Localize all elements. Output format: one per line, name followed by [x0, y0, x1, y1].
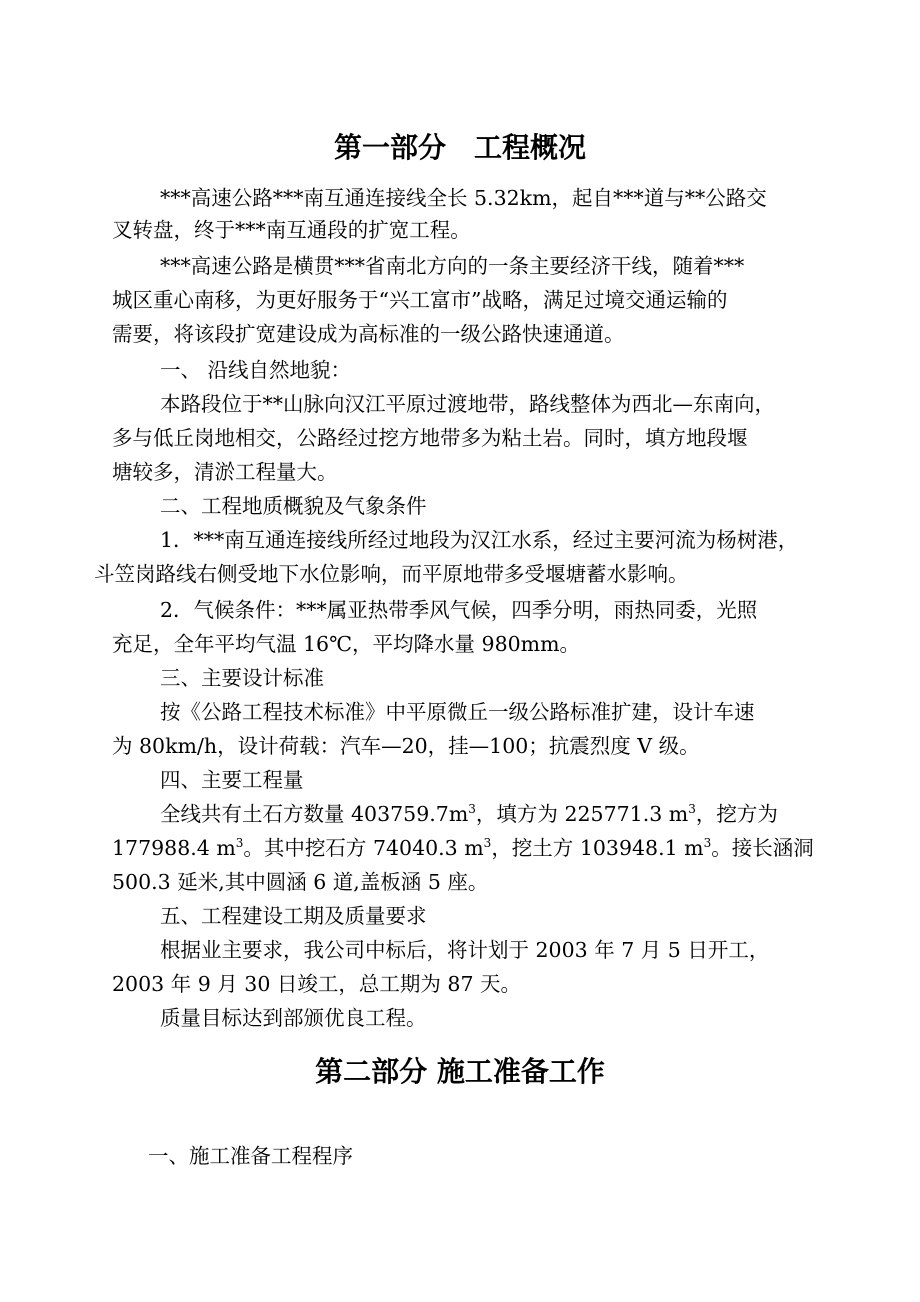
overview-para-2-line-2: 城区重心南移，为更好服务于“兴工富市”战略，满足过境交通运输的 — [112, 288, 728, 312]
geology-para-line-1: 1．***南互通连接线所经过地段为汉江水系，经过主要河流为杨树港， — [160, 528, 799, 552]
cubic-superscript: 3 — [688, 802, 696, 816]
standards-para-line-1: 按《公路工程技术标准》中平原微丘一级公路标准扩建，设计车速 — [160, 700, 755, 724]
part-two-heading: 第二部分 施工准备工作 — [315, 1055, 605, 1088]
section-4-title: 四、主要工程量 — [160, 768, 304, 792]
terrain-para-line-2: 多与低丘岗地相交，公路经过挖方地带多为粘土岩。同时，填方地段堰 — [112, 426, 748, 450]
climate-para-line-1: 2．气候条件：***属亚热带季风气候，四季分明，雨热同委，光照 — [160, 598, 758, 622]
section-1-title: 一、 沿线自然地貌： — [160, 358, 352, 382]
overview-para-2-line-1: ***高速公路是横贯***省南北方向的一条主要经济干线，随着*** — [160, 254, 745, 278]
geology-para-line-2: 斗笠岗路线右侧受地下水位影响，而平原地带多受堰塘蓄水影响。 — [94, 562, 689, 586]
overview-para-1-line-2: 叉转盘，终于***南互通段的扩宽工程。 — [112, 218, 471, 242]
part-one-heading: 第一部分 工程概况 — [333, 131, 586, 164]
section-3-title: 三、主要设计标准 — [160, 666, 324, 690]
cut-volume-text: 177988.4 m — [112, 836, 236, 860]
cubic-superscript: 3 — [703, 836, 712, 850]
quantities-para-line-3: 500.3 延米,其中圆涵 6 道,盖板涵 5 座。 — [112, 870, 489, 894]
overview-para-2-line-3: 需要，将该段扩宽建设成为高标准的一级公路快速通道。 — [112, 322, 625, 346]
soil-cut-text: ，挖土方 103948.1 m — [491, 836, 704, 860]
rock-cut-text: 。其中挖石方 74040.3 m — [243, 836, 484, 860]
schedule-para-line-2: 2003 年 9 月 30 日竣工，总工期为 87 天。 — [112, 972, 521, 996]
quality-goal-line: 质量目标达到部颁优良工程。 — [160, 1006, 427, 1030]
section-2-title: 二、工程地质概貌及气象条件 — [160, 494, 427, 518]
cut-volume-label: ，挖方为 — [695, 802, 778, 826]
cubic-superscript: 3 — [483, 836, 492, 850]
schedule-para-line-1: 根据业主要求，我公司中标后，将计划于 2003 年 7 月 5 日开工， — [160, 938, 770, 962]
quantities-para-line-1 — [160, 798, 778, 830]
overview-para-1-line-1: ***高速公路***南互通连接线全长 5.32km，起自***道与**公路交 — [160, 186, 767, 210]
climate-para-line-2: 充足，全年平均气温 16℃，平均降水量 980mm。 — [112, 632, 581, 656]
fill-volume-text: ，填方为 225771.3 m — [475, 802, 689, 826]
culvert-label: 。接长涵洞 — [711, 836, 814, 860]
cubic-superscript: 3 — [468, 802, 476, 816]
quantities-para-line-2 — [112, 832, 814, 864]
terrain-para-line-1: 本路段位于**山脉向汉江平原过渡地带，路线整体为西北—东南向， — [160, 392, 775, 416]
standards-para-line-2: 为 80km/h，设计荷载：汽车—20，挂—100；抗震烈度 V 级。 — [112, 734, 700, 758]
prep-section-1-title: 一、施工准备工程程序 — [148, 1144, 353, 1168]
terrain-para-line-3: 塘较多，清淤工程量大。 — [112, 460, 338, 484]
section-5-title: 五、工程建设工期及质量要求 — [160, 904, 427, 928]
earthwork-total-text: 全线共有土石方数量 403759.7m — [160, 802, 469, 826]
cubic-superscript: 3 — [235, 836, 244, 850]
